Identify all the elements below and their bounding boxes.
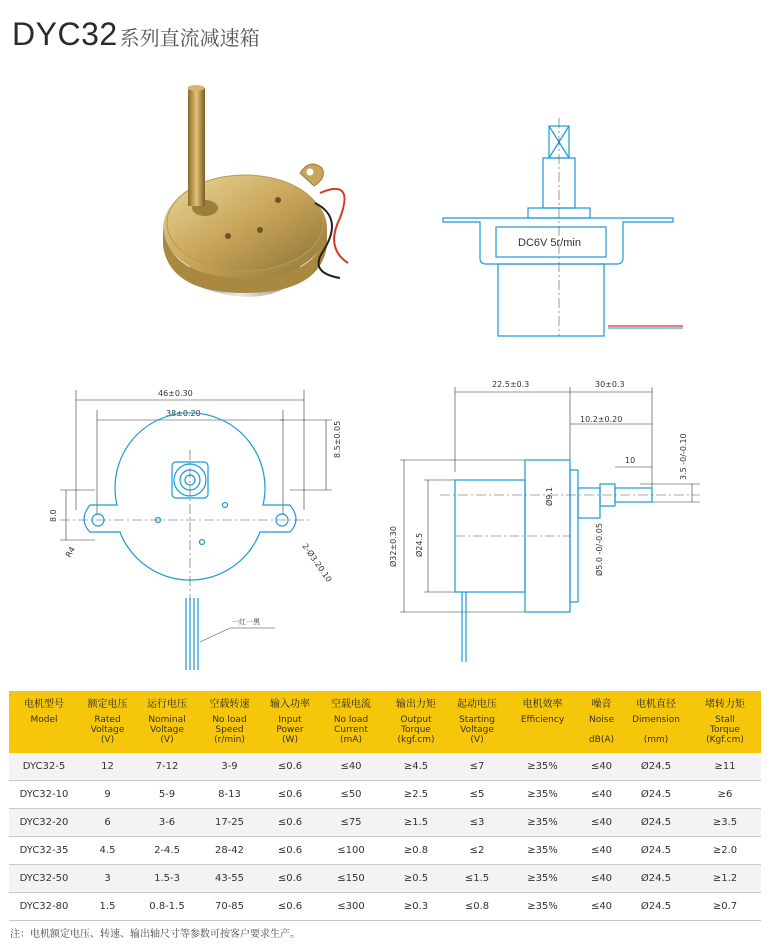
column-header-zh: 空载电流 bbox=[331, 699, 371, 710]
page-title bbox=[12, 16, 260, 53]
table-cell: Ø24.5 bbox=[623, 781, 689, 809]
model-cell: DYC32-10 bbox=[9, 781, 79, 809]
table-cell: 2-4.5 bbox=[136, 837, 198, 865]
column-header bbox=[383, 691, 449, 753]
column-header bbox=[580, 691, 623, 753]
column-header bbox=[9, 691, 79, 753]
column-header bbox=[136, 691, 198, 753]
title-series: 系列直流减速箱 bbox=[119, 26, 260, 50]
table-cell: ≥35% bbox=[505, 809, 580, 837]
table-cell: ≤40 bbox=[580, 781, 623, 809]
table-cell: 43-55 bbox=[198, 865, 261, 893]
side-view-drawing bbox=[438, 118, 688, 338]
table-cell: 9 bbox=[79, 781, 136, 809]
table-cell: ≥0.3 bbox=[383, 893, 449, 921]
table-cell: ≤3 bbox=[449, 809, 505, 837]
dim-r4: R4 bbox=[63, 545, 78, 559]
column-header bbox=[689, 691, 761, 753]
table-cell: ≤300 bbox=[319, 893, 383, 921]
table-cell: ≥6 bbox=[689, 781, 761, 809]
table-cell: ≤0.6 bbox=[261, 781, 319, 809]
table-cell: ≥35% bbox=[505, 865, 580, 893]
table-cell: 1.5 bbox=[79, 893, 136, 921]
title-model: DYC32 bbox=[12, 16, 118, 52]
column-header bbox=[319, 691, 383, 753]
spec-table bbox=[9, 691, 761, 921]
model-cell: DYC32-5 bbox=[9, 753, 79, 781]
table-cell: 1.5-3 bbox=[136, 865, 198, 893]
table-header-row bbox=[9, 691, 761, 753]
side-view-label: DC6V 5r/min bbox=[518, 237, 581, 249]
table-cell: 0.8-1.5 bbox=[136, 893, 198, 921]
table-row bbox=[9, 837, 761, 865]
table-cell: 70-85 bbox=[198, 893, 261, 921]
table-cell: ≥35% bbox=[505, 781, 580, 809]
column-header bbox=[79, 691, 136, 753]
model-cell: DYC32-20 bbox=[9, 809, 79, 837]
column-header-zh: 运行电压 bbox=[147, 699, 187, 710]
table-cell: ≤0.6 bbox=[261, 837, 319, 865]
column-header-en: Efficiency bbox=[520, 715, 565, 725]
section-view-drawing bbox=[380, 372, 710, 672]
table-cell: ≥1.5 bbox=[383, 809, 449, 837]
table-cell: 8-13 bbox=[198, 781, 261, 809]
column-header bbox=[198, 691, 261, 753]
table-row bbox=[9, 781, 761, 809]
dim-5-0: Ø5.0 -0/-0.05 bbox=[595, 523, 604, 576]
column-header-zh: 堵转力矩 bbox=[705, 699, 745, 710]
table-cell: ≥35% bbox=[505, 893, 580, 921]
table-cell: ≤50 bbox=[319, 781, 383, 809]
column-header-en: No load Speed (r/min) bbox=[212, 715, 247, 745]
table-cell: Ø24.5 bbox=[623, 809, 689, 837]
table-cell: Ø24.5 bbox=[623, 893, 689, 921]
table-cell: ≤40 bbox=[580, 753, 623, 781]
table-cell: ≤1.5 bbox=[449, 865, 505, 893]
column-header bbox=[449, 691, 505, 753]
table-cell: 3-6 bbox=[136, 809, 198, 837]
column-header bbox=[505, 691, 580, 753]
table-cell: ≤0.6 bbox=[261, 865, 319, 893]
table-cell: ≤0.8 bbox=[449, 893, 505, 921]
column-header-zh: 电机直径 bbox=[636, 699, 676, 710]
table-cell: 12 bbox=[79, 753, 136, 781]
column-header-en: Dimension (mm) bbox=[632, 715, 680, 745]
column-header-en: Model bbox=[30, 715, 58, 725]
table-cell: Ø24.5 bbox=[623, 837, 689, 865]
table-row bbox=[9, 753, 761, 781]
table-cell: ≤2 bbox=[449, 837, 505, 865]
dim-32: Ø32±0.30 bbox=[389, 526, 398, 567]
table-cell: ≤40 bbox=[580, 809, 623, 837]
table-cell: ≤40 bbox=[319, 753, 383, 781]
dim-38: 38±0.20 bbox=[166, 409, 201, 418]
dim-10-2: 10.2±0.20 bbox=[580, 415, 623, 424]
dim-30: 30±0.3 bbox=[595, 380, 625, 389]
dim-46: 46±0.30 bbox=[158, 389, 193, 398]
table-cell: ≤0.6 bbox=[261, 893, 319, 921]
column-header-en: Input Power (W) bbox=[276, 715, 304, 745]
column-header-zh: 空载转速 bbox=[209, 699, 250, 710]
model-cell: DYC32-50 bbox=[9, 865, 79, 893]
table-cell: ≤0.6 bbox=[261, 809, 319, 837]
column-header-en: No load Current (mA) bbox=[333, 715, 369, 745]
column-header-zh: 输入功率 bbox=[270, 699, 310, 710]
table-cell: ≤0.6 bbox=[261, 753, 319, 781]
front-view-drawing bbox=[40, 380, 370, 680]
column-header-en: Output Torque (kgf.cm) bbox=[397, 715, 435, 745]
dim-10: 10 bbox=[625, 456, 636, 465]
column-header-zh: 起动电压 bbox=[457, 699, 497, 710]
wire-label: 一红一黑 bbox=[232, 618, 260, 626]
table-cell: ≥35% bbox=[505, 753, 580, 781]
table-cell: ≥0.7 bbox=[689, 893, 761, 921]
table-cell: 17-25 bbox=[198, 809, 261, 837]
table-cell: ≤40 bbox=[580, 837, 623, 865]
column-header-zh: 电机型号 bbox=[24, 699, 64, 710]
column-header-en: Stall Torque (Kgf.cm) bbox=[706, 715, 744, 745]
table-cell: ≥35% bbox=[505, 837, 580, 865]
table-cell: 3-9 bbox=[198, 753, 261, 781]
table-cell: ≤100 bbox=[319, 837, 383, 865]
table-cell: 5-9 bbox=[136, 781, 198, 809]
table-cell: ≥4.5 bbox=[383, 753, 449, 781]
table-cell: ≥1.2 bbox=[689, 865, 761, 893]
table-cell: ≤40 bbox=[580, 893, 623, 921]
column-header-en: Nominal Voltage (V) bbox=[148, 715, 186, 745]
table-row bbox=[9, 865, 761, 893]
table-cell: ≤75 bbox=[319, 809, 383, 837]
table-cell: ≤7 bbox=[449, 753, 505, 781]
dim-22-5: 22.5±0.3 bbox=[492, 380, 530, 389]
table-cell: Ø24.5 bbox=[623, 865, 689, 893]
column-header-en: Noise dB(A) bbox=[588, 715, 615, 745]
dim-holes: 2-Ø3.20.10 bbox=[300, 541, 334, 584]
dim-8-5: 8.5±0.05 bbox=[333, 420, 342, 458]
table-cell: Ø24.5 bbox=[623, 753, 689, 781]
table-cell: 6 bbox=[79, 809, 136, 837]
footnote: 注：电机额定电压、转速、输出轴尺寸等参数可按客户要求生产。 bbox=[10, 929, 300, 940]
column-header bbox=[623, 691, 689, 753]
column-header-en: Rated Voltage (V) bbox=[90, 715, 125, 745]
column-header-zh: 电机效率 bbox=[522, 699, 563, 710]
column-header-zh: 噪音 bbox=[591, 699, 612, 710]
motor-photo bbox=[150, 78, 370, 318]
table-cell: ≥2.5 bbox=[383, 781, 449, 809]
dim-3-5: 3.5 -0/-0.10 bbox=[679, 433, 688, 480]
column-header-zh: 额定电压 bbox=[87, 699, 128, 710]
table-cell: ≥3.5 bbox=[689, 809, 761, 837]
column-header-en: Starting Voltage (V) bbox=[459, 715, 495, 745]
table-cell: ≤150 bbox=[319, 865, 383, 893]
model-cell: DYC32-80 bbox=[9, 893, 79, 921]
table-cell: 4.5 bbox=[79, 837, 136, 865]
table-cell: ≥11 bbox=[689, 753, 761, 781]
table-cell: ≥0.5 bbox=[383, 865, 449, 893]
table-cell: 28-42 bbox=[198, 837, 261, 865]
table-cell: ≥2.0 bbox=[689, 837, 761, 865]
model-cell: DYC32-35 bbox=[9, 837, 79, 865]
table-cell: ≤40 bbox=[580, 865, 623, 893]
table-cell: 3 bbox=[79, 865, 136, 893]
column-header bbox=[261, 691, 319, 753]
table-cell: ≥0.8 bbox=[383, 837, 449, 865]
table-row bbox=[9, 809, 761, 837]
dim-24-5: Ø24.5 bbox=[415, 532, 424, 557]
column-header-zh: 输出力矩 bbox=[396, 699, 436, 710]
table-cell: ≤5 bbox=[449, 781, 505, 809]
dim-8-0: 8.0 bbox=[49, 509, 58, 522]
table-cell: 7-12 bbox=[136, 753, 198, 781]
table-row bbox=[9, 893, 761, 921]
dim-9-1: Ø9.1 bbox=[545, 486, 554, 506]
